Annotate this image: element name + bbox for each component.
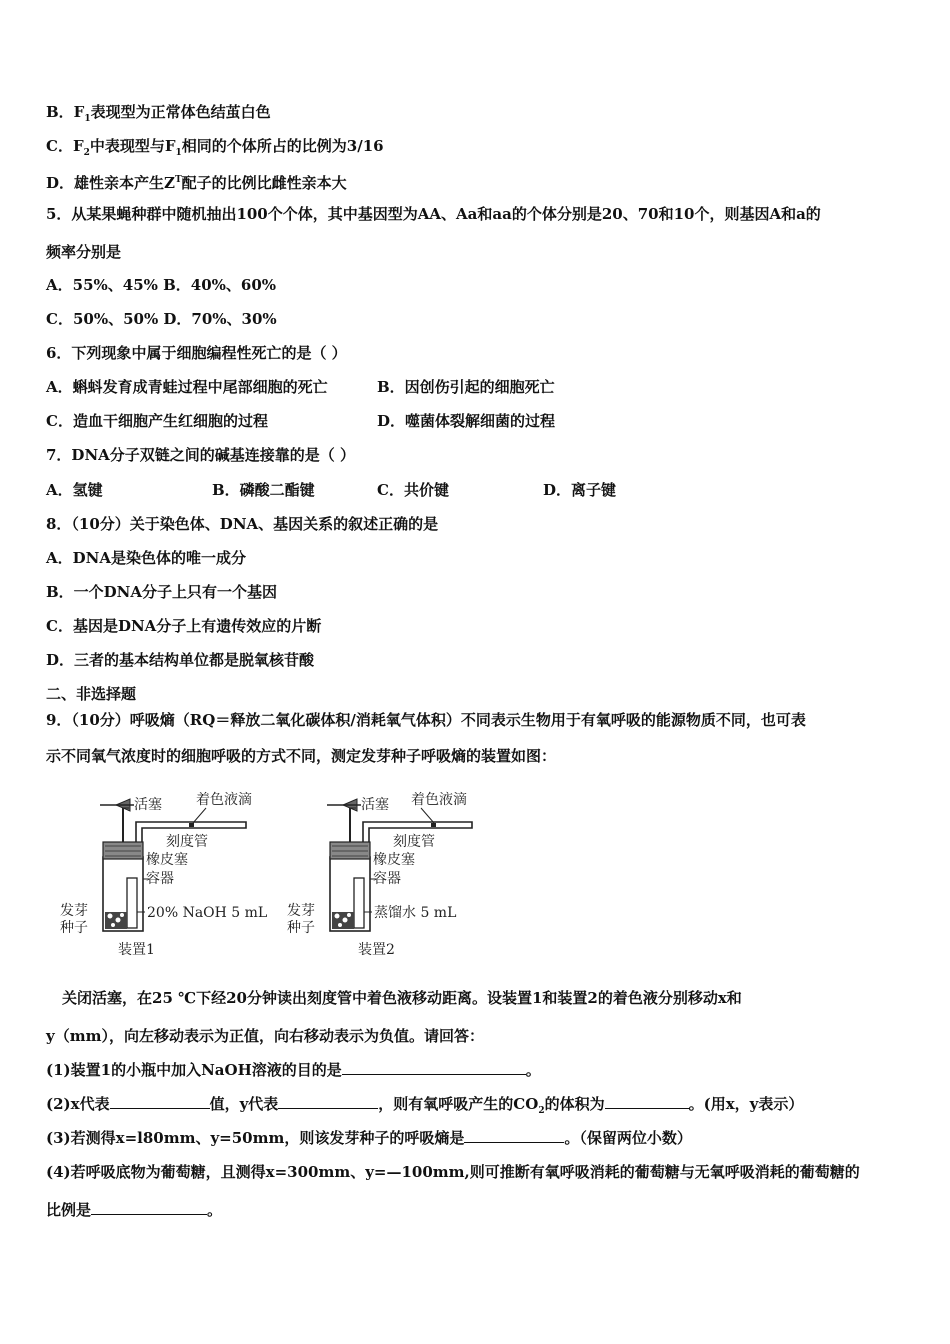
seeds-label-2: 种子 — [60, 920, 88, 936]
q9-subquestion-4-line2: 比例是 。 — [46, 1201, 223, 1219]
q9-stem-line1: 9．（10分）呼吸熵（RQ＝释放二氧化碳体积/消耗氧气体积）不同表示生物用于有氧呼吸的能源物质不同，也可表 — [46, 711, 806, 729]
valve-label: 活塞 — [361, 797, 389, 813]
answer-blank-2b[interactable] — [278, 1094, 378, 1109]
q7-option-c: C．共价键 — [377, 481, 449, 499]
naoh-label: 20% NaOH 5 mL — [147, 905, 268, 921]
q5-options-cd: C．50%、50% D．70%、30% — [46, 310, 277, 328]
answer-blank-3[interactable] — [464, 1128, 564, 1143]
answer-blank-2c[interactable] — [605, 1094, 689, 1109]
q8-option-d: D．三者的基本结构单位都是脱氧核苷酸 — [46, 651, 315, 669]
tube-label: 刻度管 — [393, 834, 435, 850]
answer-blank-4[interactable] — [91, 1200, 207, 1215]
q7-option-b: B．磷酸二酯键 — [212, 481, 315, 499]
q9-subquestion-4-line1: (4)若呼吸底物为葡萄糖，且测得x=300mm、y=—100mm,则可推断有氧呼吸消耗的葡萄糖与无氧呼吸消耗的葡萄糖的 — [46, 1163, 860, 1181]
seeds-label-1: 发芽 — [60, 903, 88, 919]
device-1 — [60, 791, 267, 958]
device2-caption: 装置2 — [358, 942, 395, 958]
q5-stem-line1: 5．从某果蝇种群中随机抽出100个个体，其中基因型为AA、Aa和aa的个体分别是20、70和10个，则基因A和a的 — [46, 205, 821, 223]
seeds-label-1: 发芽 — [287, 903, 315, 919]
q4-option-c: C．$F_2$中表现型与$F_1$相同的个体所占的比例为3/16 — [46, 137, 384, 158]
tube-label: 刻度管 — [166, 834, 208, 850]
colored-droplet — [189, 823, 194, 827]
q6-option-c: C．造血干细胞产生红细胞的过程 — [46, 412, 268, 430]
q9-stem-line2: 示不同氧气浓度时的细胞呼吸的方式不同，测定发芽种子呼吸熵的装置如图： — [46, 747, 557, 765]
valve-label: 活塞 — [134, 797, 162, 813]
q9-subquestion-3: (3)若测得x=l80mm、y=50mm，则该发芽种子的呼吸熵是 。（保留两位小数） — [46, 1129, 692, 1147]
droplet-label: 着色液滴 — [196, 792, 252, 808]
q8-option-a: A．DNA是染色体的唯一成分 — [46, 549, 246, 567]
q9-subquestion-2: (2)x代表 值，y代表 ，则有氧呼吸产生的$CO_2$的体积为 。(用x，y表示） — [46, 1095, 804, 1116]
device1-caption: 装置1 — [118, 942, 155, 958]
q9-paragraph-line2: y（mm），向左移动表示为正值，向右移动表示为负值。请回答： — [46, 1027, 484, 1045]
q6-option-d: D．噬菌体裂解细菌的过程 — [377, 412, 556, 430]
q7-option-d: D．离子键 — [543, 481, 617, 499]
seeds-label-2: 种子 — [287, 920, 315, 936]
q6-stem: 6．下列现象中属于细胞编程性死亡的是（ ） — [46, 344, 347, 362]
droplet-label: 着色液滴 — [411, 792, 467, 808]
answer-blank-1[interactable] — [342, 1060, 526, 1075]
stopper-label: 橡皮塞 — [373, 852, 415, 868]
q7-stem: 7．DNA分子双链之间的碱基连接靠的是（ ） — [46, 446, 356, 464]
q9-subquestion-1: (1)装置1的小瓶中加入NaOH溶液的目的是 。 — [46, 1061, 541, 1079]
inner-vial — [127, 878, 137, 928]
q6-option-a: A．蝌蚪发育成青蛙过程中尾部细胞的死亡 — [46, 378, 328, 396]
q4-option-b: B．$F_1$表现型为正常体色结茧白色 — [46, 103, 271, 124]
q8-stem: 8．（10分）关于染色体、DNA、基因关系的叙述正确的是 — [46, 515, 439, 533]
q5-options-ab: A．55%、45% B．40%、60% — [46, 276, 277, 294]
q4-option-d: D．雄性亲本产生$Z^T$配子的比例比雌性亲本大 — [46, 174, 347, 192]
container-label: 容器 — [373, 871, 401, 887]
q7-option-a: A．氢键 — [46, 481, 103, 499]
q5-stem-line2: 频率分别是 — [46, 243, 122, 261]
water-label: 蒸馏水 5 mL — [374, 905, 457, 921]
container-label: 容器 — [146, 871, 174, 887]
section-heading: 二、非选择题 — [46, 685, 137, 703]
q9-paragraph-line1: 关闭活塞，在25 ℃下经20分钟读出刻度管中着色液移动距离。设装置1和装置2的着色液分别移动x和 — [62, 989, 742, 1007]
inner-vial — [354, 878, 364, 928]
answer-blank-2a[interactable] — [110, 1094, 210, 1109]
stopper-label: 橡皮塞 — [146, 852, 188, 868]
device-2 — [287, 791, 472, 958]
colored-droplet — [431, 823, 436, 827]
q8-option-c: C．基因是DNA分子上有遗传效应的片断 — [46, 617, 322, 635]
q8-option-b: B．一个DNA分子上只有一个基因 — [46, 583, 278, 601]
apparatus-figure — [56, 782, 486, 964]
q6-option-b: B．因创伤引起的细胞死亡 — [377, 378, 555, 396]
